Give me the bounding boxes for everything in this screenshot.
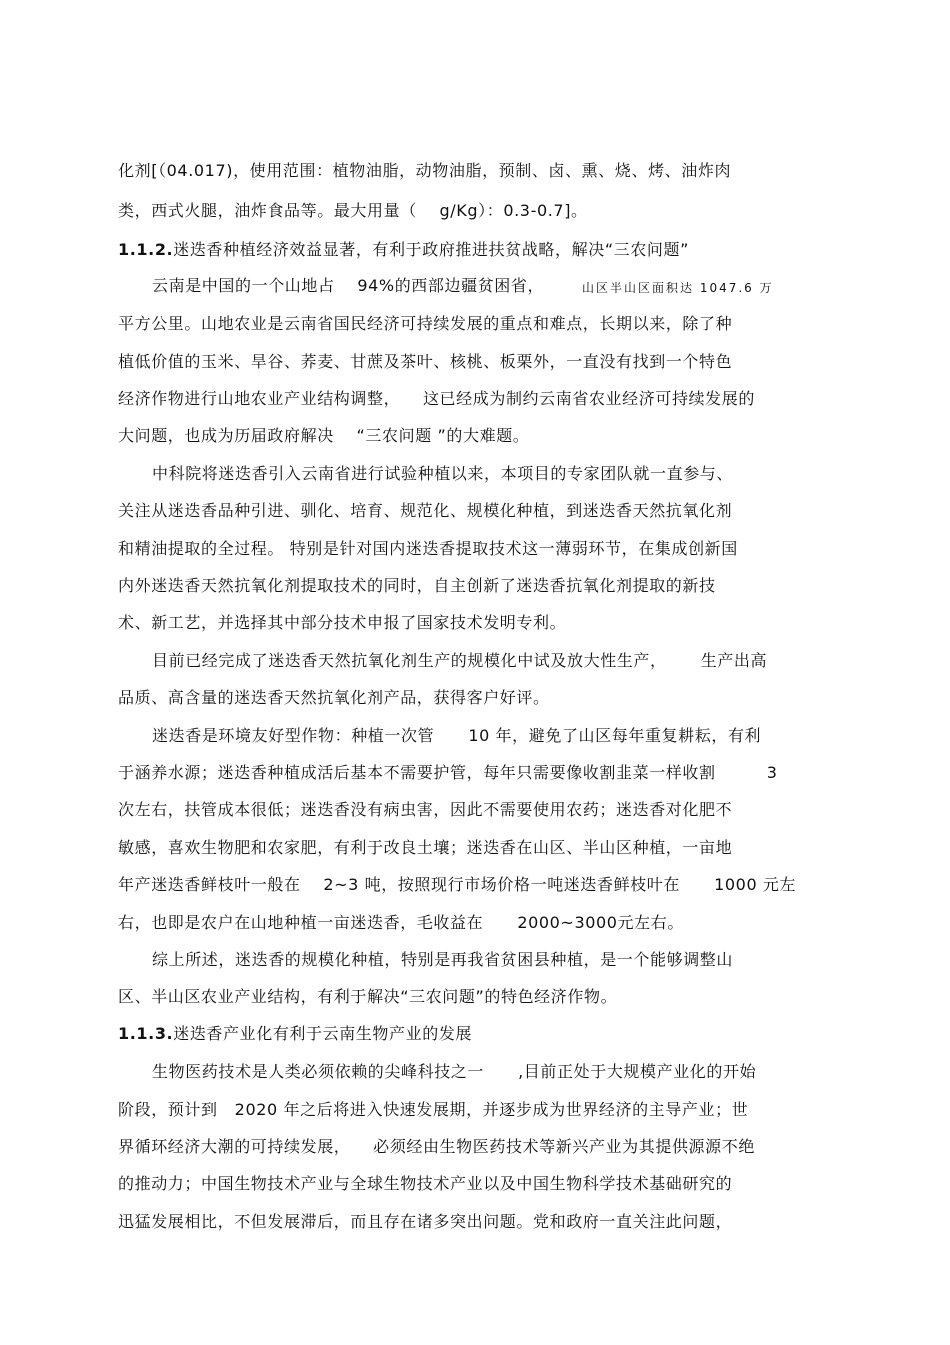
paragraph-line: 术、新工艺，并选择其中部分技术申报了国家技术发明专利。 <box>118 613 567 632</box>
paragraph-line: 阶段，预计到 2020 年之后将进入快速发展期，并逐步成为世界经济的主导产业；世 <box>118 1100 749 1119</box>
heading-text: 迷迭香种植经济效益显著，有利于政府推进扶贫战略，解决“三农问题” <box>173 240 690 259</box>
paragraph-line: 的推动力；中国生物技术产业与全球生物技术产业以及中国生物科学技术基础研究的 <box>118 1174 733 1193</box>
paragraph-line: 大问题，也成为历届政府解决 “三农问题 ”的大难题。 <box>118 426 530 445</box>
paragraph-line: 中科院将迷迭香引入云南省进行试验种植以来，本项目的专家团队就一直参与、 <box>152 464 734 483</box>
paragraph-line: 年产迷迭香鲜枝叶一般在 2~3 吨，按照现行市场价格一吨迷迭香鲜枝叶在 1000 元左 <box>118 875 797 894</box>
paragraph-line: 迅猛发展相比，不但发展滞后，而且存在诸多突出问题。党和政府一直关注此问题， <box>118 1212 733 1231</box>
paragraph-line: 于涵养水源；迷迭香种植成活后基本不需要护管，每年只需要像收割韭菜一样收割 3 <box>118 763 778 782</box>
paragraph-line: 平方公里。山地农业是云南省国民经济可持续发展的重点和难点，长期以来，除了种 <box>118 314 733 333</box>
paragraph-line: 敏感，喜欢生物肥和农家肥，有利于改良土壤；迷迭香在山区、半山区种植，一亩地 <box>118 838 733 857</box>
heading-text: 迷迭香产业化有利于云南生物产业的发展 <box>173 1024 473 1043</box>
paragraph-line: 内外迷迭香天然抗氧化剂提取技术的同时，自主创新了迷迭香抗氧化剂提取的新技 <box>118 576 716 595</box>
section-heading-1-1-3 <box>118 1024 472 1044</box>
paragraph-line: 右，也即是农户在山地种植一亩迷迭香，毛收益在 2000~3000元左右。 <box>118 913 684 932</box>
paragraph-line: 植低价值的玉米、旱谷、荞麦、甘蔗及茶叶、核桃、板栗外，一直没有找到一个特色 <box>118 352 733 371</box>
paragraph-line: 经济作物进行山地农业产业结构调整， 这已经成为制约云南省农业经济可持续发展的 <box>118 389 755 408</box>
heading-number: 1.1.2. <box>118 240 174 259</box>
paragraph-line: 品质、高含量的迷迭香天然抗氧化剂产品，获得客户好评。 <box>118 688 550 707</box>
paragraph-line: 生物医药技术是人类必须依赖的尖峰科技之一 ,目前正处于大规模产业化的开始 <box>152 1062 757 1081</box>
paragraph-line: 目前已经完成了迷迭香天然抗氧化剂生产的规模化中试及放大性生产， 生产出高 <box>152 651 768 670</box>
paragraph-line: 山区半山区面积达 1047.6 万 <box>582 281 774 295</box>
paragraph-line: 关注从迷迭香品种引进、驯化、培育、规范化、规模化种植，到迷迭香天然抗氧化剂 <box>118 501 733 520</box>
paragraph-line: 云南是中国的一个山地占 94%的西部边疆贫困省， <box>152 276 545 295</box>
paragraph-line: 界循环经济大潮的可持续发展， 必须经由生物医药技术等新兴产业为其提供源源不绝 <box>118 1137 755 1156</box>
paragraph-line: 迷迭香是环境友好型作物：种植一次管 10 年，避免了山区每年重复耕耘，有利 <box>152 726 762 745</box>
section-heading-1-1-2 <box>118 240 689 260</box>
paragraph-line: 次左右，扶管成本很低；迷迭香没有病虫害，因此不需要使用农药；迷迭香对化肥不 <box>118 800 733 819</box>
paragraph-line: 和精油提取的全过程。 特别是针对国内迷迭香提取技术这一薄弱环节，在集成创新国 <box>118 539 738 558</box>
paragraph-line: 化剂[（04.017)，使用范围：植物油脂，动物油脂，预制、卤、熏、烧、烤、油炸肉 <box>118 161 732 180</box>
paragraph-line: 类，西式火腿，油炸食品等。最大用量（ g/Kg）：0.3-0.7]。 <box>118 201 588 220</box>
paragraph-line: 区、半山区农业产业结构，有利于解决“三农问题”的特色经济作物。 <box>118 987 618 1006</box>
heading-number: 1.1.3. <box>118 1024 174 1043</box>
paragraph-line: 综上所述，迷迭香的规模化种植，特别是再我省贫困县种植，是一个能够调整山 <box>152 950 734 969</box>
